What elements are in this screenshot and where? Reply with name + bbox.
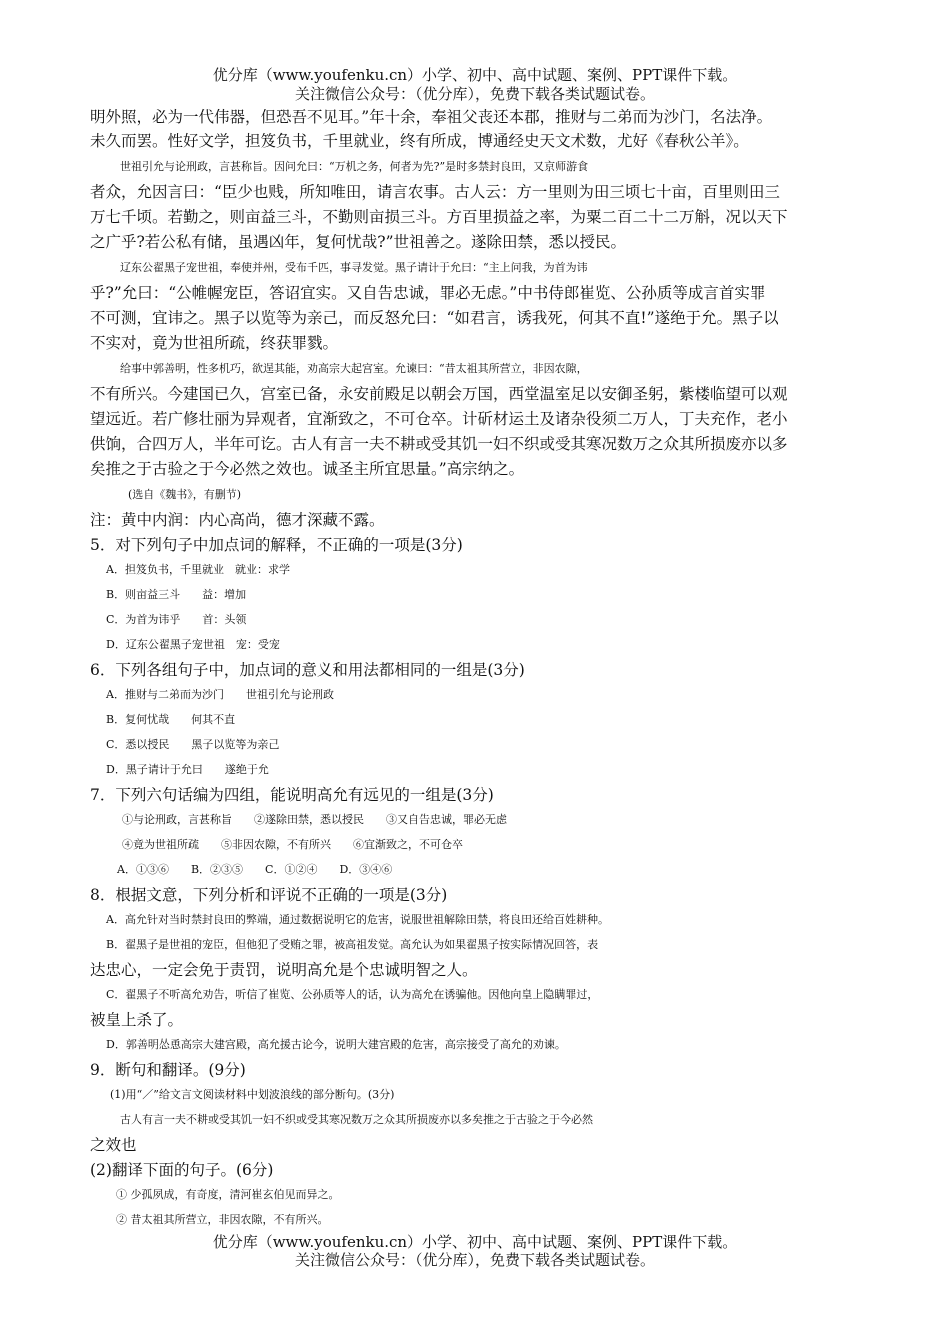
question-7-items-row-2: ④竟为世祖所疏 ⑤非因农隙，不有所兴 ⑥宜渐致之，不可仓卒 <box>122 838 463 851</box>
question-8-stem: 8．根据文意，下列分析和评说不正确的一项是(3分) <box>90 886 448 904</box>
question-6-option-b: B．复何忧哉 何其不直 <box>106 713 236 726</box>
question-5-option-d: D．辽东公翟黑子宠世祖 宠：受宠 <box>106 638 280 651</box>
passage-line: 辽东公翟黑子宠世祖，奉使并州，受布千匹，事寻发觉。黑子请计于允曰：“主上问我，为首为讳 <box>120 261 588 274</box>
passage-line: 给事中郭善明，性多机巧，欲逞其能，劝高宗大起宫室。允谏曰：“昔太祖其所营立，非因农隙， <box>120 362 588 375</box>
passage-line: 明外照，必为一代伟器，但恐吾不见耳。”年十余，奉祖父丧还本郡，推财与二弟而为沙门，名法净。 <box>90 108 773 126</box>
question-5-option-a: A．担笈负书，千里就业 就业：求学 <box>106 563 290 576</box>
question-8-option-d: D．郭善明怂恿高宗大建宫殿，高允援古论今，说明大建宫殿的危害，高宗接受了高允的劝谏。 <box>106 1038 566 1051</box>
passage-line: 望远近。若广修壮丽为异观者，宜渐致之，不可仓卒。计斫材运土及诸杂役须二万人，丁夫充作，老小 <box>90 410 788 428</box>
question-8-option-c: C．翟黑子不听高允劝告，听信了崔览、公孙质等人的话，认为高允在诱骗他。因他向皇上隐瞒罪过， <box>106 988 599 1001</box>
footer-line-2: 关注微信公众号：（优分库），免费下载各类试题试卷。 <box>294 1251 655 1269</box>
question-8-option-b: B．翟黑子是世祖的宠臣，但他犯了受贿之罪，被高祖发觉。高允认为如果翟黑子按实际情况回答，表 <box>106 938 599 951</box>
passage-line: 矣推之于古验之于今必然之效也。诚圣主所宜思量。”高宗纳之。 <box>90 460 525 478</box>
question-7-stem: 7．下列六句话编为四组，能说明高允有远见的一组是(3分) <box>90 786 494 804</box>
question-6-option-a: A．推财与二弟而为沙门 世祖引允与论刑政 <box>106 688 334 701</box>
question-6-option-c: C．悉以授民 黑子以览等为亲己 <box>106 738 280 751</box>
question-7-items-row-1: ①与论刑政，言甚称旨 ②遂除田禁，悉以授民 ③又自告忠诚，罪必无虑 <box>122 813 507 826</box>
header-line-1: 优分库（www.youfenku.cn）小学、初中、高中试题、案例、PPT课件下载。 <box>212 66 738 84</box>
question-9-sentence-1: ① 少孤夙成，有奇度，清河崔玄伯见而异之。 <box>116 1188 340 1201</box>
passage-line: 不可测，宜讳之。黑子以览等为亲己，而反怒允曰：“如君言，诱我死，何其不直!”遂绝于允。黑子以 <box>90 309 779 327</box>
footer-line-1: 优分库（www.youfenku.cn）小学、初中、高中试题、案例、PPT课件下载。 <box>212 1233 738 1251</box>
passage-note: 注：黄中内润：内心高尚，德才深藏不露。 <box>90 511 385 529</box>
question-6-stem: 6．下列各组句子中，加点词的意义和用法都相同的一组是(3分) <box>90 661 525 679</box>
question-5-option-c: C．为首为讳乎 首：头领 <box>106 613 247 626</box>
question-8-option-a: A．高允针对当时禁封良田的弊端，通过数据说明它的危害，说服世祖解除田禁，将良田还给百姓耕种。 <box>106 913 609 926</box>
passage-line: 未久而罢。性好文学，担笈负书，千里就业，终有所成，博通经史天文术数，尤好《春秋公羊》。 <box>90 132 749 150</box>
question-6-option-d: D．黑子请计于允曰 遂绝于允 <box>106 763 269 776</box>
passage-source: (选自《魏书》，有删节) <box>128 488 242 501</box>
question-9-stem: 9．断句和翻译。(9分) <box>90 1061 246 1079</box>
passage-line: 之广乎?若公私有储，虽遇凶年，复何忧哉?”世祖善之。遂除田禁，悉以授民。 <box>90 233 627 251</box>
question-5-option-b: B．则亩益三斗 益：增加 <box>106 588 247 601</box>
header-line-2: 关注微信公众号：（优分库），免费下载各类试题试卷。 <box>294 85 655 103</box>
question-5-stem: 5．对下列句子中加点词的解释，不正确的一项是(3分) <box>90 536 463 554</box>
question-9-part-2: (2)翻译下面的句子。(6分) <box>90 1161 274 1179</box>
passage-line: 不有所兴。今建国已久，宫室已备，永安前殿足以朝会万国，西堂温室足以安御圣躬，紫楼临望可以观 <box>90 385 788 403</box>
question-9-part-1: (1)用“／”给文言文阅读材料中划波浪线的部分断句。(3分) <box>110 1088 395 1101</box>
question-9-sentence-2: ② 昔太祖其所营立，非因农隙，不有所兴。 <box>116 1213 329 1226</box>
passage-line: 世祖引允与论刑政，言甚称旨。因问允曰：“万机之务，何者为先?”是时多禁封良田，又京师游食 <box>120 160 589 173</box>
passage-line: 万七千顷。若勤之，则亩益三斗，不勤则亩损三斗。方百里损益之率，为粟二百二十二万斛，况以天下 <box>90 208 788 226</box>
question-9-part-1-text: 古人有言一夫不耕或受其饥一妇不织或受其寒况数万之众其所损废亦以多矣推之于古验之于今必然 <box>120 1113 593 1126</box>
passage-line: 者众，允因言曰：“臣少也贱，所知唯田，请言农事。古人云：方一里则为田三顷七十亩，百里则田三 <box>90 183 780 201</box>
question-8-option-c-cont: 被皇上杀了。 <box>90 1011 184 1029</box>
question-9-part-1-text-cont: 之效也 <box>90 1136 137 1154</box>
question-8-option-b-cont: 达忠心，一定会免于责罚，说明高允是个忠诚明智之人。 <box>90 961 478 979</box>
passage-line: 不实对，竟为世祖所疏，终获罪戮。 <box>90 334 339 352</box>
passage-line: 供饷，合四万人，半年可讫。古人有言一夫不耕或受其饥一妇不织或受其寒况数万之众其所损废亦以多 <box>90 435 788 453</box>
question-7-options: A．①③⑥ B．②③⑤ C．①②④ D．③④⑥ <box>117 863 393 876</box>
passage-line: 乎?”允曰：“公帷幄宠臣，答诏宜实。又自告忠诚，罪必无虑。”中书侍郎崔览、公孙质等成言首实罪 <box>90 284 766 302</box>
